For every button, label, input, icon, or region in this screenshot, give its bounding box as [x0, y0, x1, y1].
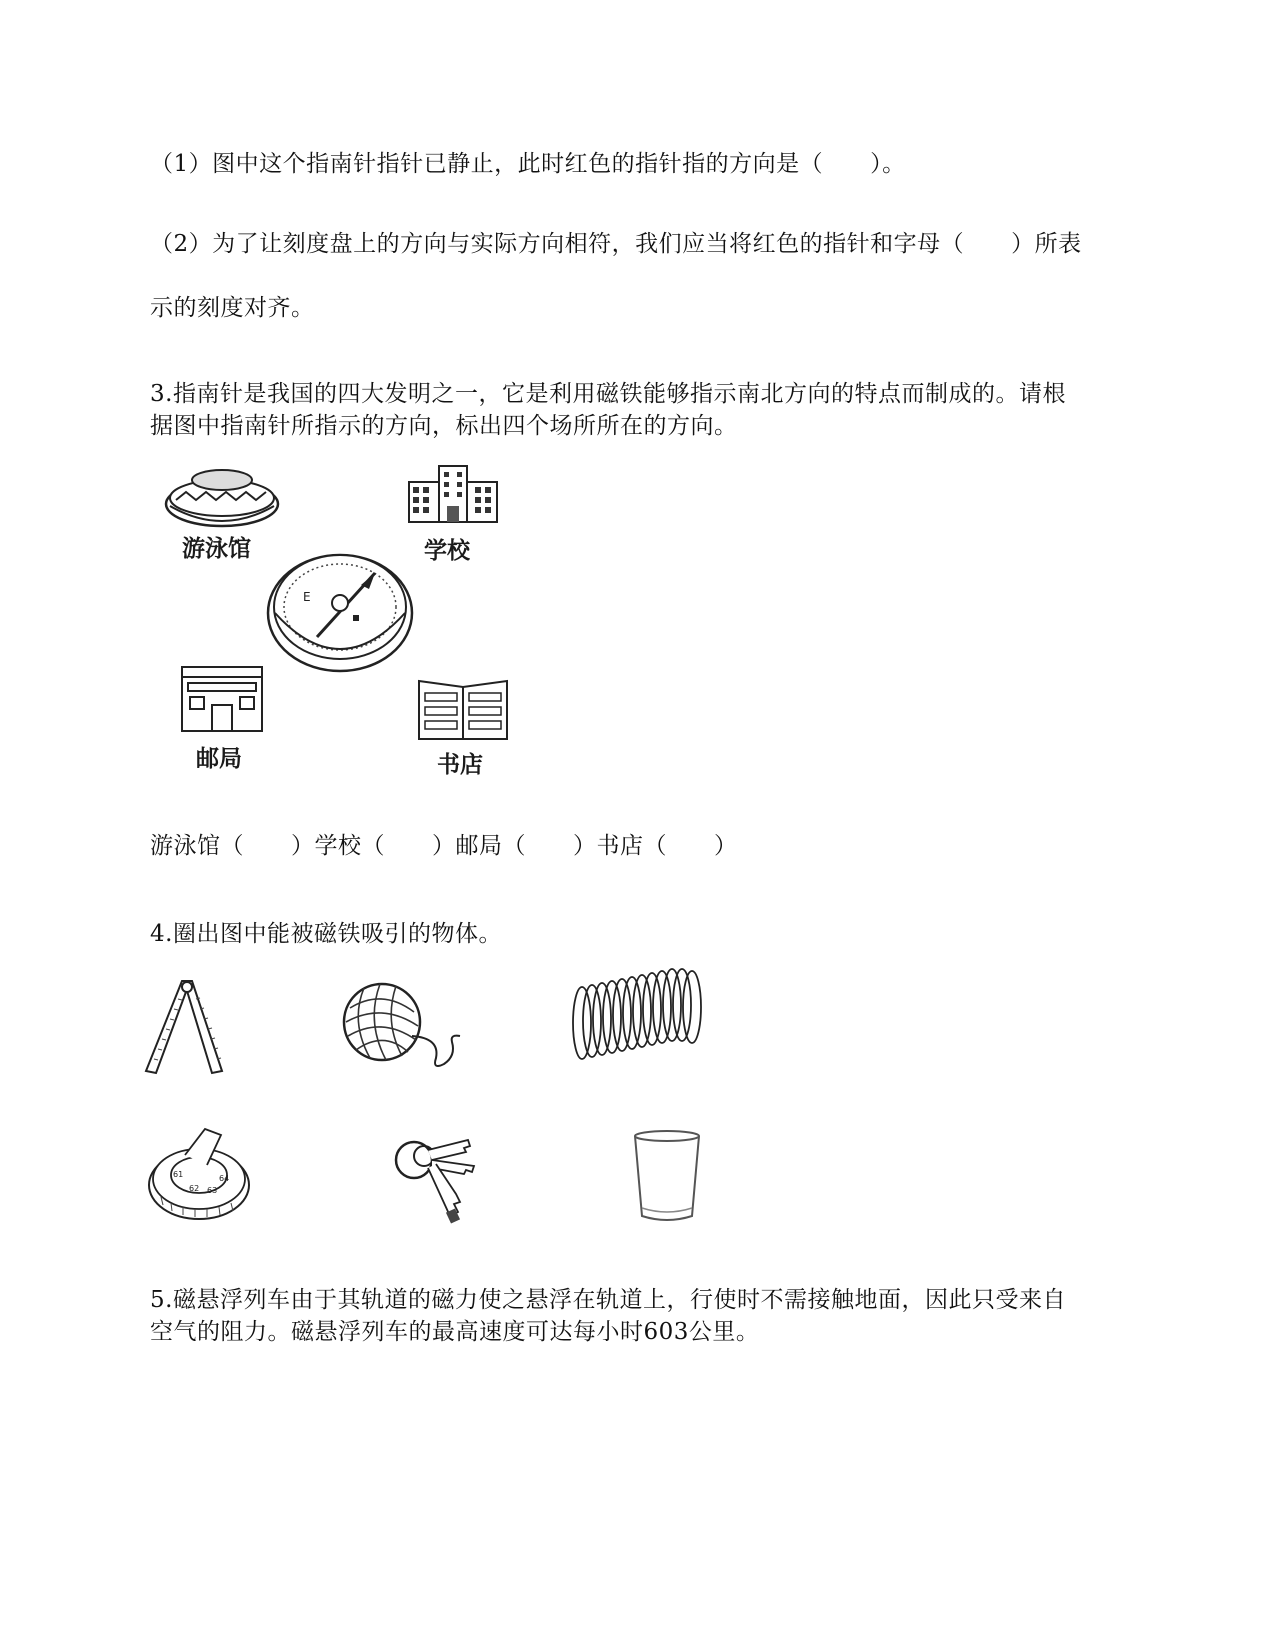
q3-text-line2: 据图中指南针所指示的方向，标出四个场所所在的方向。: [150, 413, 738, 439]
q2-sub2-line1: （2）为了让刻度盘上的方向与实际方向相符，我们应当将红色的指针和字母（ ）所表: [150, 231, 1082, 257]
compass-icon: [265, 545, 415, 675]
yarn-ball-icon: [340, 978, 480, 1070]
tape-measure-icon: [145, 1125, 253, 1225]
q2-sub2-line2: 示的刻度对齐。: [150, 295, 315, 321]
q4-text: 4.圈出图中能被磁铁吸引的物体。: [150, 921, 502, 947]
label-post-office: 邮局: [196, 746, 242, 772]
keys-icon: [388, 1130, 480, 1230]
compass-letter: E: [303, 590, 311, 604]
q3-text-line1: 3.指南针是我国的四大发明之一，它是利用磁铁能够指示南北方向的特点而制成的。请根: [150, 381, 1066, 407]
q3-answer-line: 游泳馆（ ）学校（ ）邮局（ ）书店（ ）: [150, 833, 738, 859]
tape-number-3: 63: [207, 1186, 218, 1195]
swimming-pool-icon: [162, 462, 282, 532]
post-office-icon: [178, 665, 266, 733]
tape-number-4: 64: [219, 1174, 230, 1183]
folding-ruler-icon: [142, 975, 226, 1077]
tape-number-1: 61: [173, 1170, 184, 1179]
label-bookstore: 书店: [437, 752, 483, 778]
spring-coil-icon: [570, 965, 710, 1069]
q2-sub1-text: （1）图中这个指南针指针已静止，此时红色的指针指的方向是（ ）。: [150, 151, 906, 177]
label-swimming-pool: 游泳馆: [182, 536, 251, 562]
q5-text-line1: 5.磁悬浮列车由于其轨道的磁力使之悬浮在轨道上，行使时不需接触地面，因此只受来自: [150, 1287, 1066, 1313]
label-school: 学校: [424, 538, 470, 564]
school-icon: [405, 462, 501, 524]
tape-number-2: 62: [189, 1184, 200, 1193]
glass-cup-icon: [632, 1128, 702, 1224]
q5-text-line2: 空气的阻力。磁悬浮列车的最高速度可达每小时603公里。: [150, 1319, 760, 1345]
bookstore-icon: [415, 673, 511, 741]
